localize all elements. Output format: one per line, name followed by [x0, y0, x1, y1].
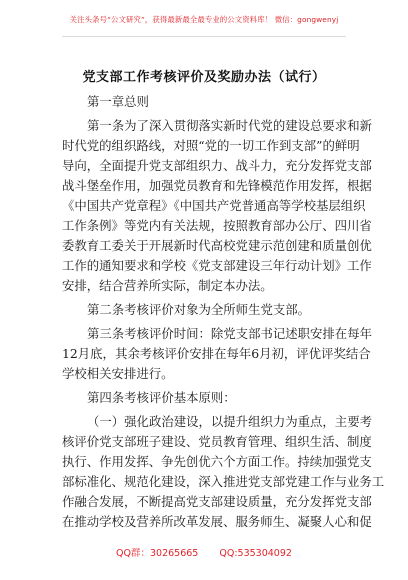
paragraph-line: 工作条例》等党内有关法规，按照教育部办公厅、四川省 [62, 218, 372, 233]
paragraph-line: 核评价党支部班子建设、党员教育管理、组织生活、制度 [62, 434, 372, 449]
paragraph-line: 工作的通知要求和学校《党支部建设三年行动计划》工作 [62, 258, 372, 273]
paragraph-line: 委教育工委关于开展新时代高校党建示范创建和质量创优 [62, 238, 372, 253]
paragraph-line: 第四条考核评价基本原则： [87, 390, 236, 405]
document-title: 党支部工作考核评价及奖励办法（试行） [82, 70, 326, 85]
document-body [62, 92, 385, 536]
promo-header: 关注头条号“公文研究”，获得最新最全最专业的公文资料库！ 微信：gongwenyj [69, 15, 339, 24]
paragraph-line: 部标准化、规范化建设，深入推进党支部党建工作与业务工 [62, 474, 385, 489]
paragraph [62, 388, 350, 408]
paragraph-line: 第一条为了深入贯彻落实新时代党的建设总要求和新 [87, 118, 372, 133]
paragraph-line: 《中国共产党章程》《中国共产党普通高等学校基层组织 [62, 198, 366, 213]
paragraph-line: 作融合发展，不断提高党支部建设质量，充分发挥党支部 [62, 494, 372, 509]
promo-footer [0, 545, 408, 559]
paragraph [62, 300, 350, 320]
chapter-heading: 第一章总则 [87, 94, 149, 109]
paragraph [62, 116, 372, 296]
paragraph-line: 战斗堡垒作用，加强党员教育和先锋模范作用发挥，根据 [62, 178, 372, 193]
header-divider [62, 36, 346, 37]
paragraph-line: 导向，全面提升党支部组织力、战斗力，充分发挥党支部 [62, 158, 372, 173]
paragraph-line: 安排，结合营养所实际，制定本办法。 [62, 278, 273, 293]
paragraph-line: 时代党的组织路线，对照“党的一切工作到支部”的鲜明 [62, 138, 360, 153]
paragraph-line: 12月底，其余考核评价安排在每年6月初，评优评奖结合 [62, 346, 371, 361]
qq-contact-text: QQ:535304092 [219, 548, 292, 559]
paragraph-line: 在推动学校及营养所改革发展、服务师生、凝聚人心和促 [62, 514, 372, 529]
paragraph [62, 324, 372, 384]
paragraph-line: 第二条考核评价对象为全所师生党支部。 [87, 302, 311, 317]
paragraph-line: 执行、作用发挥、争先创优六个方面工作。持续加强党支 [62, 454, 372, 469]
paragraph [62, 412, 385, 532]
paragraph-line: 学校相关安排进行。 [62, 366, 174, 381]
paragraph-line: （一）强化政治建设，以提升组织力为重点，主要考 [87, 414, 372, 429]
paragraph-line: 第三条考核评价时间：除党支部书记述职安排在每年 [87, 326, 372, 341]
qq-group-text: QQ群：30265665 [116, 548, 199, 559]
